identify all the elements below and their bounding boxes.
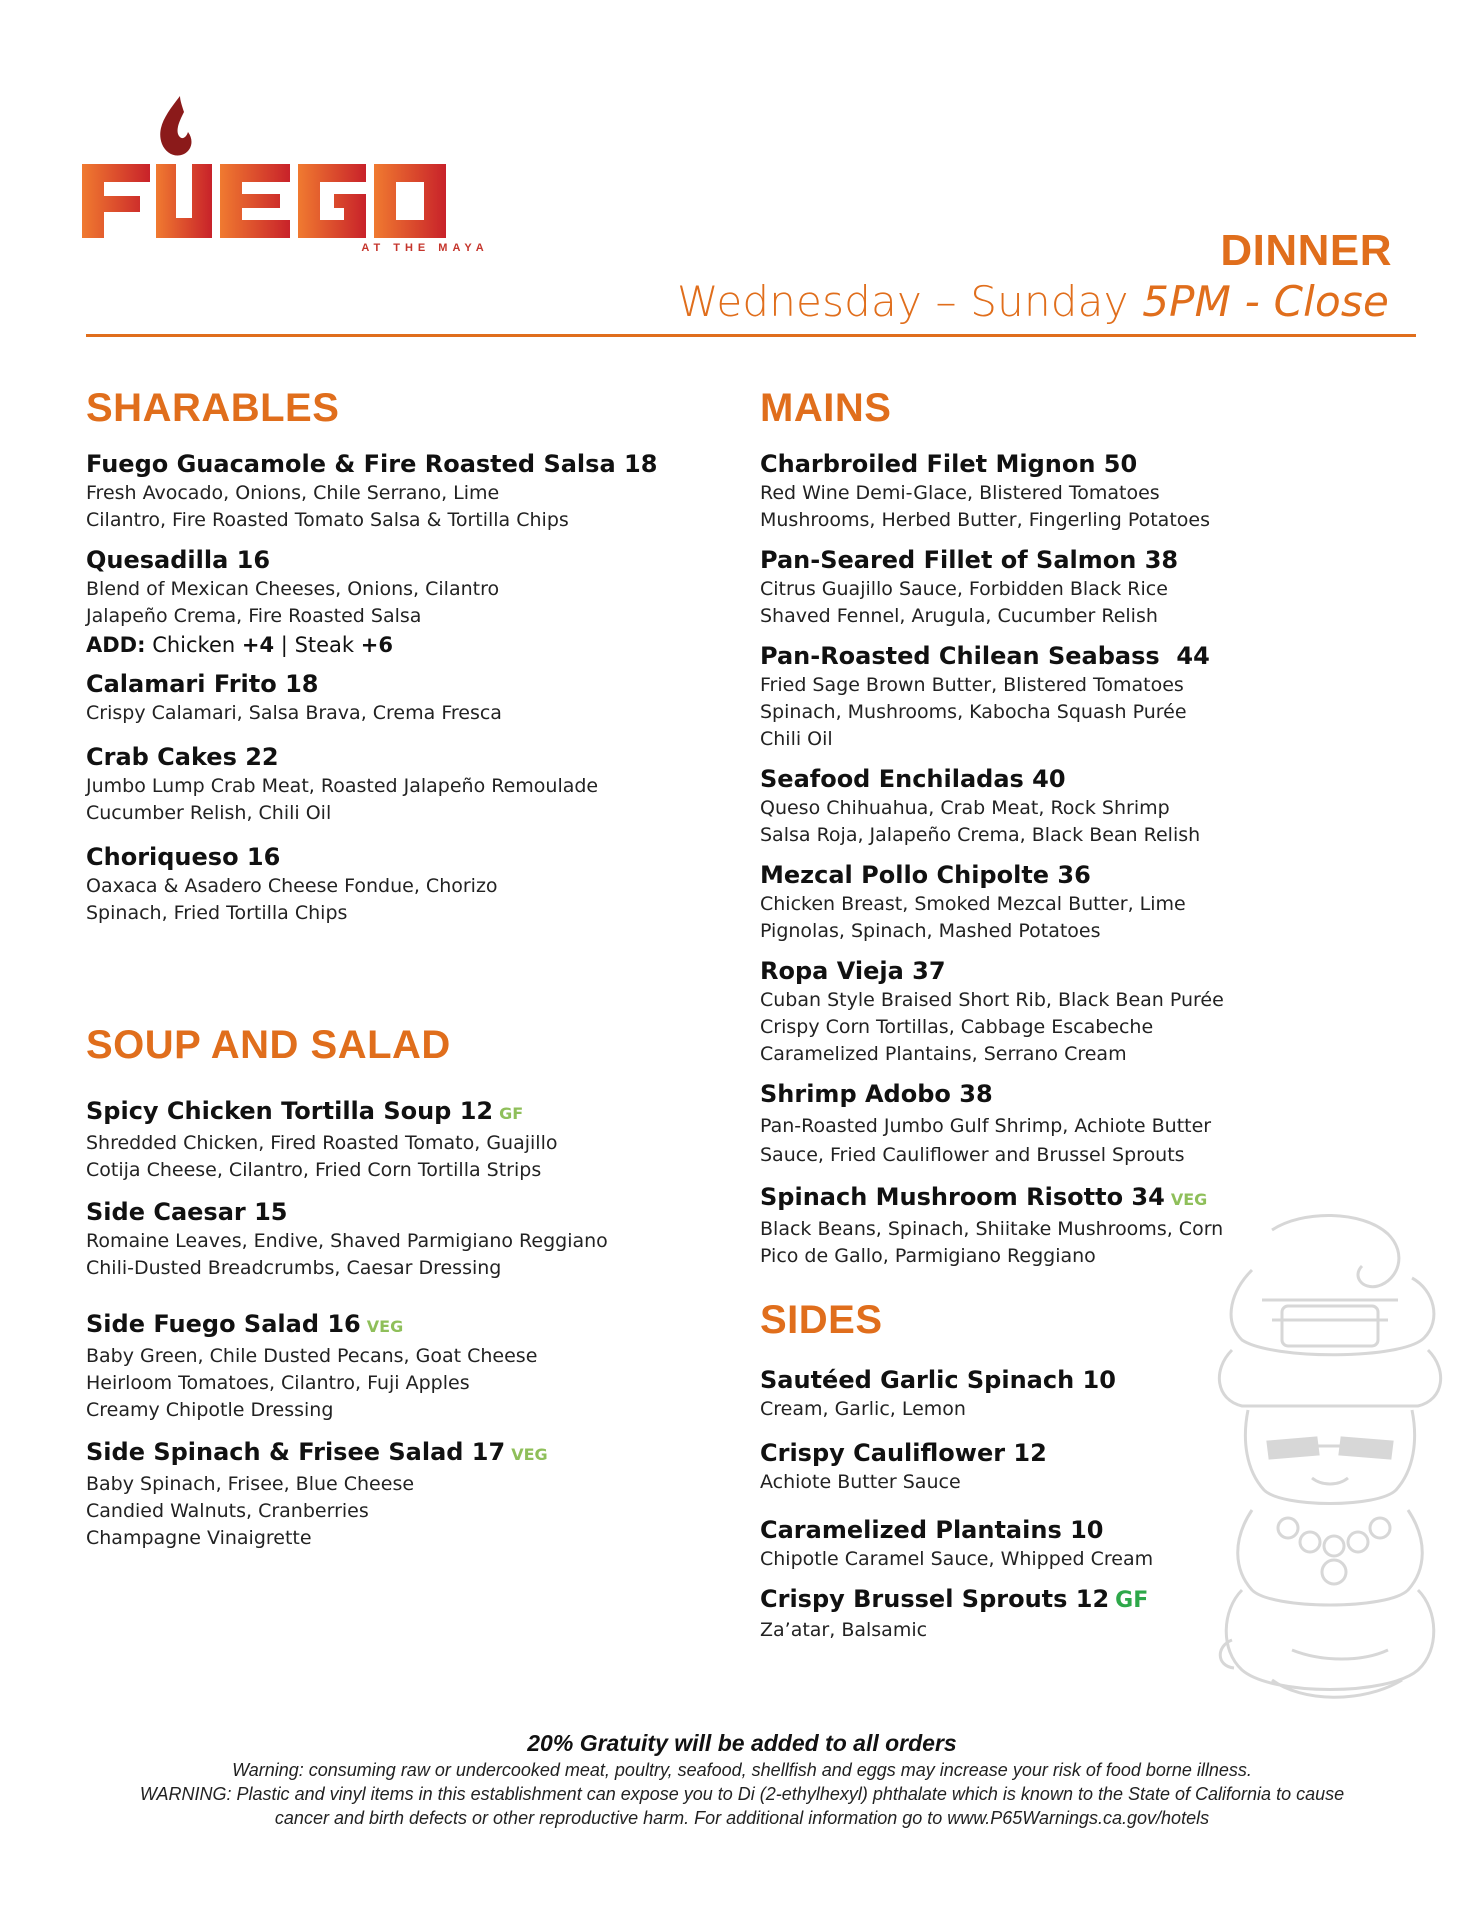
item-description: Shaved Fennel, Arugula, Cucumber Relish (760, 605, 1158, 627)
item-name: Quesadilla 16 (86, 546, 271, 574)
item-description: Jalapeño Crema, Fire Roasted Salsa (86, 605, 422, 627)
item-name: Mezcal Pollo Chipolte 36 (760, 861, 1091, 889)
item-name: Charbroiled Filet Mignon 50 (760, 450, 1138, 478)
item-description: Baby Spinach, Frisee, Blue Cheese (86, 1473, 415, 1495)
item-description: Sauce, Fried Cauliflower and Brussel Sprouts (760, 1144, 1185, 1166)
menu-item (760, 640, 1420, 753)
item-description: Pico de Gallo, Parmigiano Reggiano (760, 1245, 1096, 1267)
item-description: Chili-Dusted Breadcrumbs, Caesar Dressing (86, 1257, 502, 1279)
section-title-soup-salad: SOUP AND SALAD (86, 1023, 451, 1067)
item-description: Chipotle Caramel Sauce, Whipped Cream (760, 1548, 1154, 1570)
item-description: Cucumber Relish, Chili Oil (86, 802, 332, 824)
menu-title: DINNER (1220, 226, 1392, 275)
add-on-options (86, 630, 726, 660)
item-name-text: Side Fuego Salad 16 (86, 1310, 361, 1338)
add-separator: | (280, 633, 288, 657)
section-title-sides: SIDES (760, 1298, 883, 1342)
item-name: Shrimp Adobo 38 (760, 1080, 993, 1108)
section-title-sharables: SHARABLES (86, 386, 340, 430)
fuego-logo-graphic (80, 90, 480, 265)
item-description: Caramelized Plantains, Serrano Cream (760, 1043, 1127, 1065)
item-name-text: Spinach Mushroom Risotto 34 (760, 1183, 1165, 1211)
item-description: Creamy Chipotle Dressing (86, 1399, 334, 1421)
vegetarian-tag: VEG (511, 1445, 548, 1464)
service-days: Wednesday – Sunday (677, 277, 1129, 326)
item-description: Crispy Calamari, Salsa Brava, Crema Fresca (86, 702, 502, 724)
item-description: Cilantro, Fire Roasted Tomato Salsa & Tortilla Chips (86, 509, 569, 531)
item-description: Chicken Breast, Smoked Mezcal Butter, Lime (760, 893, 1186, 915)
vegetarian-tag: VEG (1170, 1190, 1208, 1209)
menu-item (760, 544, 1420, 630)
item-name: Pan-Seared Fillet of Salmon 38 (760, 546, 1179, 574)
item-name: Fuego Guacamole & Fire Roasted Salsa 18 (86, 450, 658, 478)
item-name: Choriqueso 16 (86, 843, 281, 871)
item-name: Ropa Vieja 37 (760, 957, 946, 985)
gratuity-notice: 20% Gratuity will be added to all orders (527, 1730, 957, 1756)
flame-icon (160, 96, 191, 156)
item-name (86, 1095, 726, 1130)
gluten-free-tag: GF (499, 1104, 524, 1123)
section-title-mains: MAINS (760, 386, 892, 430)
item-description: Shredded Chicken, Fired Roasted Tomato, Guajillo (86, 1132, 558, 1154)
item-name: Crab Cakes 22 (86, 743, 279, 771)
item-description: Cotija Cheese, Cilantro, Fried Corn Tortilla Strips (86, 1159, 542, 1181)
service-hours (677, 277, 1389, 326)
item-description: Spinach, Fried Tortilla Chips (86, 902, 348, 924)
item-description: Cream, Garlic, Lemon (760, 1398, 966, 1420)
menu-item (86, 1436, 726, 1552)
prop65-warning-line1: WARNING: Plastic and vinyl items in this establishment can expose you to Di (2-ethylhexyl) phthalate which is known to the State of California to cause (139, 1784, 1345, 1804)
item-description: Heirloom Tomatoes, Cilantro, Fuji Apples (86, 1372, 470, 1394)
item-description: Za’atar, Balsamic (760, 1619, 928, 1641)
menu-item (760, 1078, 1420, 1169)
prop65-warning-line2: cancer and birth defects or other reproductive harm. For additional information go to www.P65Warnings.ca.gov/hotels (274, 1808, 1210, 1828)
gluten-free-tag: GF (1115, 1588, 1149, 1613)
menu-item (86, 1095, 726, 1184)
vegetarian-tag: VEG (366, 1317, 404, 1336)
item-description: Cuban Style Braised Short Rib, Black Bean Purée (760, 989, 1224, 1011)
item-name (86, 1308, 726, 1343)
menu-item (760, 859, 1420, 945)
item-name: Side Caesar 15 (86, 1198, 288, 1226)
menu-item (760, 763, 1420, 849)
menu-item (86, 1196, 726, 1282)
menu-item (86, 448, 726, 534)
item-description: Citrus Guajillo Sauce, Forbidden Black Rice (760, 578, 1168, 600)
item-description: Fresh Avocado, Onions, Chile Serrano, Lime (86, 482, 500, 504)
menu-footer (0, 1728, 1484, 1830)
service-time: 5PM - Close (1142, 277, 1389, 326)
item-description: Salsa Roja, Jalapeño Crema, Black Bean Relish (760, 824, 1201, 846)
item-description: Jumbo Lump Crab Meat, Roasted Jalapeño Remoulade (86, 775, 599, 797)
add-option-chicken: Chicken (152, 633, 236, 657)
add-option-steak: Steak (294, 633, 355, 657)
item-description: Candied Walnuts, Cranberries (86, 1500, 369, 1522)
menu-item (760, 448, 1420, 534)
add-price-steak: +6 (360, 633, 393, 657)
header-divider (86, 334, 1416, 337)
item-name-text: Spicy Chicken Tortilla Soup 12 (86, 1097, 494, 1125)
item-description: Romaine Leaves, Endive, Shaved Parmigiano Reggiano (86, 1230, 608, 1252)
item-description: Red Wine Demi-Glace, Blistered Tomatoes (760, 482, 1160, 504)
mayan-figure-illustration (1212, 1210, 1448, 1710)
menu-item (86, 1308, 726, 1424)
item-description: Pignolas, Spinach, Mashed Potatoes (760, 920, 1101, 942)
item-name: Seafood Enchiladas 40 (760, 765, 1066, 793)
menu-item (86, 668, 726, 727)
item-name: Calamari Frito 18 (86, 670, 319, 698)
item-description: Mushrooms, Herbed Butter, Fingerling Potatoes (760, 509, 1210, 531)
menu-item (86, 841, 726, 927)
item-description: Pan-Roasted Jumbo Gulf Shrimp, Achiote Butter (760, 1115, 1212, 1137)
item-description: Baby Green, Chile Dusted Pecans, Goat Cheese (86, 1345, 538, 1367)
item-name (86, 1436, 726, 1471)
left-column (86, 380, 726, 1552)
item-name-text: Side Spinach & Frisee Salad 17 (86, 1438, 506, 1466)
fuego-logo (80, 90, 489, 265)
add-price-chicken: +4 (241, 633, 275, 657)
item-name: Pan-Roasted Chilean Seabass 44 (760, 642, 1210, 670)
menu-item (760, 955, 1420, 1068)
item-description: Queso Chihuahua, Crab Meat, Rock Shrimp (760, 797, 1170, 819)
item-description: Blend of Mexican Cheeses, Onions, Cilantro (86, 578, 500, 600)
menu-item (86, 741, 726, 827)
item-description: Black Beans, Spinach, Shiitake Mushrooms, Corn (760, 1218, 1224, 1240)
item-description: Spinach, Mushrooms, Kabocha Squash Purée (760, 701, 1187, 723)
item-description: Crispy Corn Tortillas, Cabbage Escabeche (760, 1016, 1154, 1038)
item-description: Oaxaca & Asadero Cheese Fondue, Chorizo (86, 875, 498, 897)
item-name: Crispy Cauliflower 12 (760, 1439, 1047, 1467)
food-safety-warning: Warning: consuming raw or undercooked meat, poultry, seafood, shellfish and eggs may increase your risk of food borne illness. (232, 1760, 1252, 1780)
item-description: Champagne Vinaigrette (86, 1527, 312, 1549)
item-description: Fried Sage Brown Butter, Blistered Tomatoes (760, 674, 1184, 696)
item-name-text: Crispy Brussel Sprouts 12 (760, 1585, 1110, 1613)
item-description: Chili Oil (760, 728, 833, 750)
item-description: Achiote Butter Sauce (760, 1471, 961, 1493)
add-label: ADD: (86, 633, 146, 657)
menu-item (86, 544, 726, 660)
item-name: Sautéed Garlic Spinach 10 (760, 1366, 1116, 1394)
logo-subtitle: AT THE MAYA (361, 242, 489, 254)
item-name: Caramelized Plantains 10 (760, 1516, 1104, 1544)
mayan-figure-graphic (1212, 1210, 1448, 1710)
